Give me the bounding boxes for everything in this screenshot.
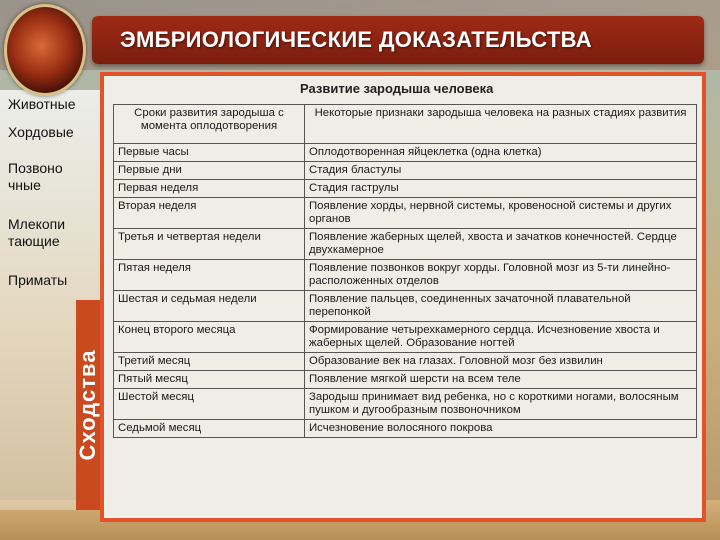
row-traits: Формирование четырехкамерного сердца. Исчезновение хвоста и жаберных щелей. Образование ногтей — [305, 322, 697, 353]
header-traits: Некоторые признаки зародыша человека на разных стадиях развития — [305, 105, 697, 144]
row-stage: Шестая и седьмая недели — [114, 291, 305, 322]
embryo-image — [4, 4, 86, 96]
row-traits: Исчезновение волосяного покрова — [305, 420, 697, 438]
row-traits: Появление позвонков вокруг хорды. Головной мозг из 5-ти линейно-расположенных отделов — [305, 260, 697, 291]
row-stage: Первые часы — [114, 144, 305, 162]
sidebar-label-mammals: Млекопи тающие — [8, 216, 66, 249]
table-row — [114, 322, 697, 353]
table-row — [114, 144, 697, 162]
row-stage: Пятая неделя — [114, 260, 305, 291]
page-title: ЭМБРИОЛОГИЧЕСКИЕ ДОКАЗАТЕЛЬСТВА — [120, 27, 592, 52]
table-row — [114, 353, 697, 371]
row-stage: Первая неделя — [114, 180, 305, 198]
row-stage: Первые дни — [114, 162, 305, 180]
row-traits: Появление пальцев, соединенных зачаточной плавательной перепонкой — [305, 291, 697, 322]
table-row — [114, 371, 697, 389]
row-traits: Зародыш принимает вид ребенка, но с короткими ногами, волосяным пушком и дугообразным позвоночником — [305, 389, 697, 420]
sidebar-label-chordates: Хордовые — [8, 124, 74, 140]
table-row — [114, 420, 697, 438]
table-row — [114, 291, 697, 322]
row-stage: Седьмой месяц — [114, 420, 305, 438]
row-stage: Конец второго месяца — [114, 322, 305, 353]
table-row — [114, 162, 697, 180]
row-traits: Появление мягкой шерсти на всем теле — [305, 371, 697, 389]
table-row — [114, 198, 697, 229]
sidebar-label-animals: Животные — [8, 96, 76, 112]
table-header-row — [114, 105, 697, 144]
row-traits: Образование век на глазах. Головной мозг без извилин — [305, 353, 697, 371]
vertical-banner — [76, 300, 100, 510]
header-stage: Сроки развития зародыша с момента оплодотворения — [114, 105, 305, 144]
row-stage: Пятый месяц — [114, 371, 305, 389]
table-row — [114, 180, 697, 198]
row-traits: Стадия гаструлы — [305, 180, 697, 198]
row-stage: Вторая неделя — [114, 198, 305, 229]
row-traits: Стадия бластулы — [305, 162, 697, 180]
table-row — [114, 260, 697, 291]
row-traits: Оплодотворенная яйцеклетка (одна клетка) — [305, 144, 697, 162]
row-traits: Появление хорды, нервной системы, кровеносной системы и других органов — [305, 198, 697, 229]
row-stage: Третий месяц — [114, 353, 305, 371]
vertical-banner-label: Сходства — [75, 349, 100, 461]
row-stage: Шестой месяц — [114, 389, 305, 420]
row-stage: Третья и четвертая недели — [114, 229, 305, 260]
table-title: Развитие зародыша человека — [300, 81, 494, 96]
sidebar-label-primates: Приматы — [8, 272, 68, 288]
sidebar-label-vertebrates: Позвоно чные — [8, 160, 63, 193]
table-row — [114, 389, 697, 420]
table-row — [114, 229, 697, 260]
row-traits: Появление жаберных щелей, хвоста и зачатков конечностей. Сердце двухкамерное — [305, 229, 697, 260]
development-table — [113, 104, 697, 438]
